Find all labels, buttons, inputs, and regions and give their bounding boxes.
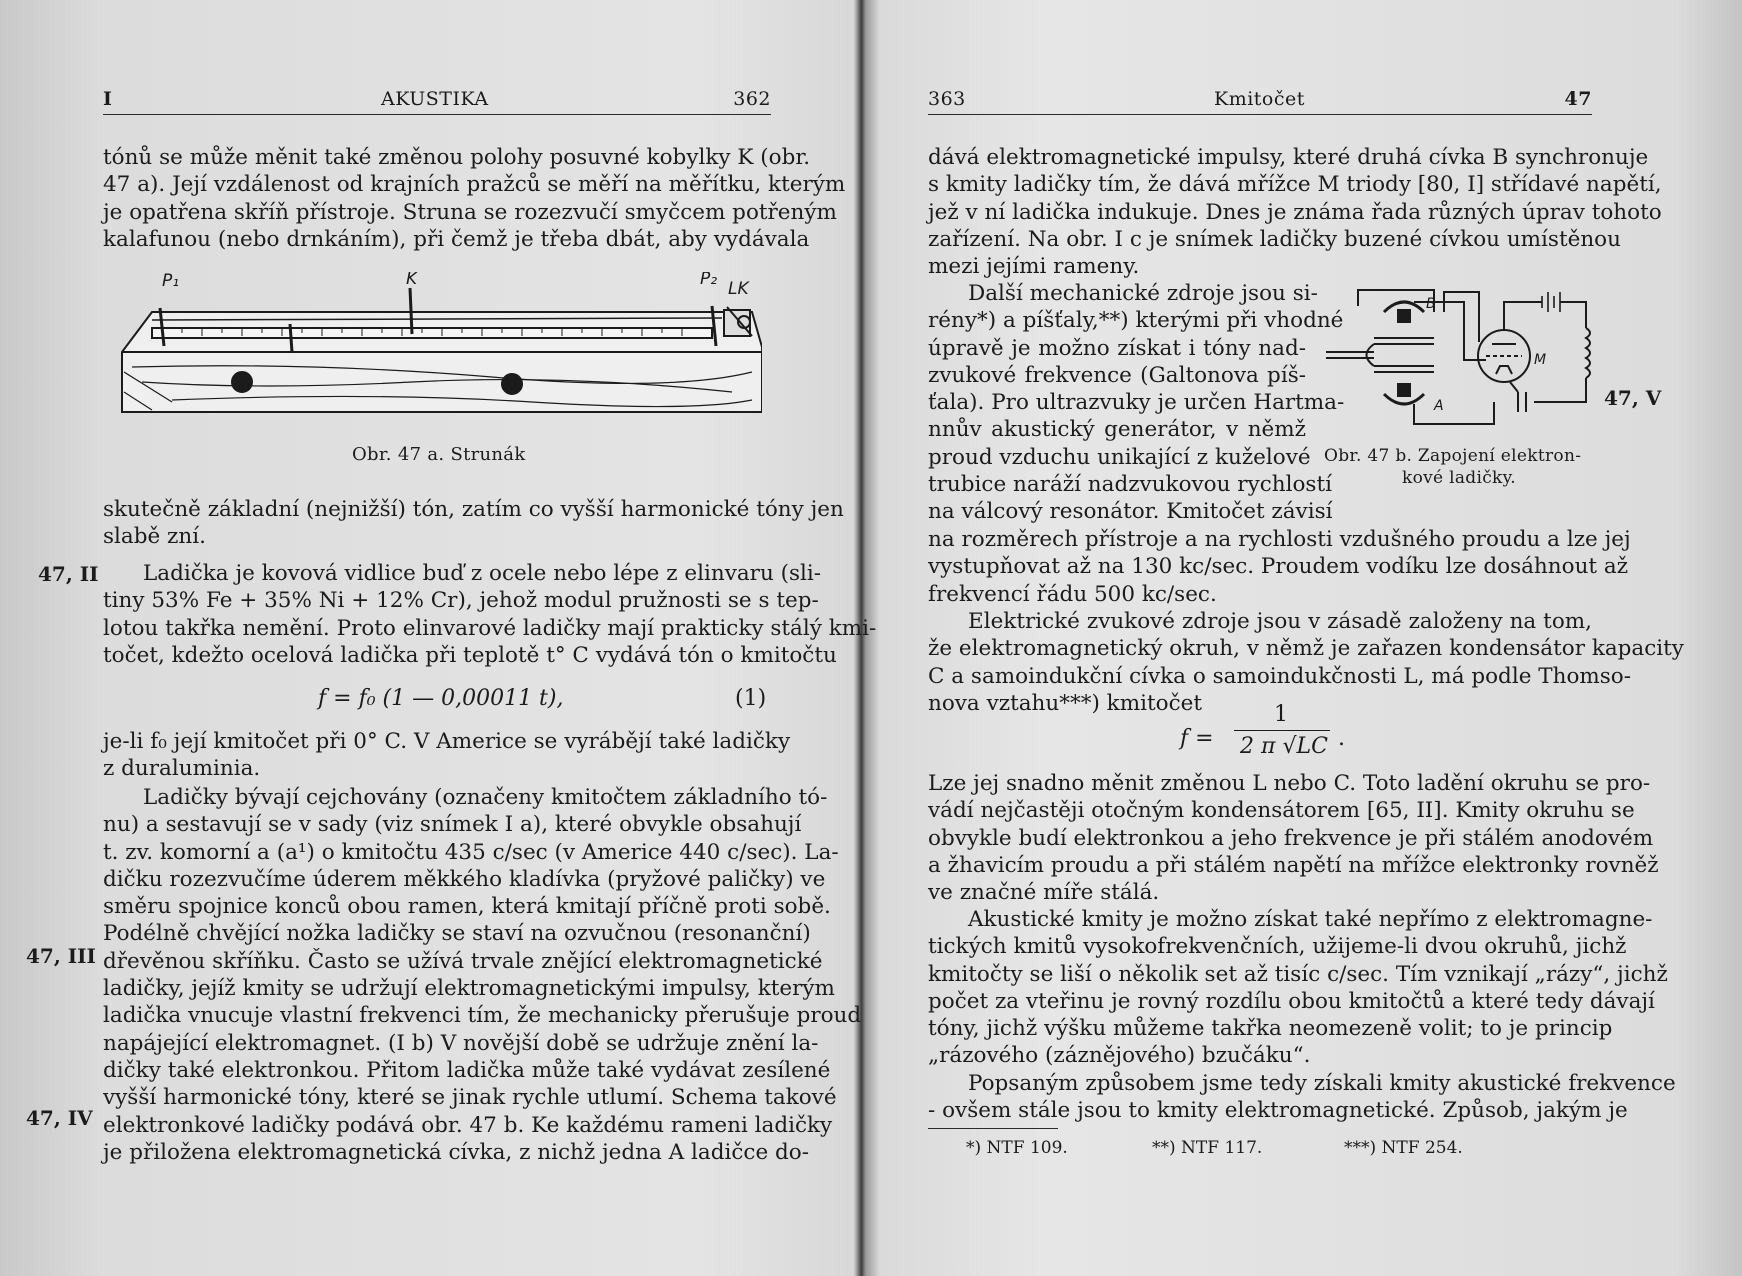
text-line: napájející elektromagnet. (I b) V novější době se udržuje znění la-	[103, 1030, 819, 1056]
monochord-figure	[112, 272, 762, 442]
paragraph	[103, 728, 791, 783]
text-line: nnův akustický generátor, v němž	[928, 417, 1306, 443]
right-page	[862, 0, 1742, 1276]
formula-2-numerator: 1	[1274, 702, 1288, 727]
formula-2-end: .	[1338, 726, 1345, 751]
label-a: A	[1434, 398, 1444, 414]
paragraph	[103, 784, 862, 1166]
text-line: Podélně chvějící nožka ladičky se staví na ozvučnou (resonanční)	[103, 921, 811, 947]
paragraph	[928, 144, 1662, 280]
formula-1: f = f₀ (1 — 0,00011 t),	[318, 686, 564, 711]
formula-2-denominator: 2 π √LC	[1240, 734, 1328, 759]
text-line: Lze jej snadno měnit změnou L nebo C. Toto ladění okruhu se pro-	[928, 771, 1651, 796]
label-k: K	[406, 272, 418, 289]
footnote-rule	[928, 1128, 1058, 1129]
text-line: Popsaným způsobem jsme tedy získali kmity akustické frekvence	[968, 1071, 1676, 1096]
text-line: dřevěnou skříňku. Často se užívá trvale znějící elektromagnetické	[103, 948, 823, 974]
footnote-2: **) NTF 117.	[1152, 1138, 1263, 1158]
text-line: točet, kdežto ocelová ladička při teplotě t° C vydává tón o kmitočtu	[103, 642, 837, 668]
section-number: 47	[1564, 88, 1592, 110]
text-line: nu) a sestavují se v sady (viz snímek I a), které obvykle obsahují	[103, 812, 802, 838]
text-line: že elektromagnetický okruh, v němž je zařazen kondensátor kapacity	[928, 636, 1684, 662]
text-line: elektronkové ladičky podává obr. 47 b. Ke každému rameni ladičky	[103, 1112, 833, 1138]
text-line: tických kmitů vysokofrekvenčních, užijeme-li dvou okruhů, jichž	[928, 934, 1627, 960]
label-p2: P₂	[700, 272, 718, 289]
text-line: Další mechanické zdroje jsou si-	[968, 281, 1318, 306]
figure-caption-47a: Obr. 47 a. Strunák	[352, 444, 526, 465]
text-line: je přiložena elektromagnetická cívka, z nichž jedna A ladičce do-	[103, 1139, 809, 1165]
label-m: M	[1534, 352, 1547, 368]
running-title: AKUSTIKA	[381, 88, 489, 110]
page-number: 362	[733, 88, 771, 110]
figure-caption-47b-cont: kové ladičky.	[1402, 468, 1516, 488]
text-line: ladičky, jejíž kmity se udržují elektromagnetickými impulsy, kterým	[103, 976, 835, 1002]
margin-reference: 47, V	[1604, 386, 1662, 410]
text-line: Ladičky bývají cejchovány (označeny kmitočtem základního tó-	[143, 785, 828, 810]
paragraph	[928, 608, 1684, 717]
text-line: zařízení. Na obr. I c je snímek ladičky buzené cívkou umístěnou	[928, 226, 1621, 252]
text-line: počet za vteřinu je rovný rozdílu obou kmitočtů a které tedy dávají	[928, 988, 1655, 1014]
text-line: směru spojnice konců obou ramen, která kmitají příčně proti sobě.	[103, 894, 831, 920]
text-line: vystupňovat až na 130 kc/sec. Proudem vodíku lze dosáhnout až	[928, 554, 1629, 580]
paragraph	[928, 1070, 1676, 1125]
fraction-bar	[1234, 730, 1330, 731]
figure-caption-47b: Obr. 47 b. Zapojení elektron-	[1324, 446, 1582, 466]
text-line: - ovšem stále jsou to kmity elektromagnetické. Způsob, jakým je	[928, 1098, 1628, 1124]
text-line: ťala). Pro ultrazvuky je určen Hartma-	[928, 390, 1345, 416]
running-header-right	[928, 86, 1592, 115]
text-line: rény*) a píšťaly,**) kterými při vhodné	[928, 308, 1344, 334]
text-line: Elektrické zvukové zdroje jsou v zásadě založeny na tom,	[968, 609, 1592, 634]
formula-1-number: (1)	[735, 686, 767, 711]
text-line: trubice naráží nadzvukovou rychlostí	[928, 472, 1332, 498]
paragraph	[103, 496, 844, 551]
paragraph	[103, 560, 877, 669]
text-line: frekvencí řádu 500 kc/sec.	[928, 581, 1217, 607]
page-number: 363	[928, 88, 966, 110]
text-line: a žhavicím proudu a při stálém napětí na mřížce elektronky rovněž	[928, 852, 1659, 878]
text-line: t. zv. komorní a (a¹) o kmitočtu 435 c/sec (v Americe 440 c/sec). La-	[103, 839, 839, 865]
text-line: kmitočty se liší o několik set až tisíc c/sec. Tím vznikají „rázy“, jichž	[928, 961, 1668, 987]
text-line: zvukové frekvence (Galtonova píš-	[928, 362, 1306, 388]
text-line: tiny 53% Fe + 35% Ni + 12% Cr), jehož modul pružnosti se s tep-	[103, 588, 819, 614]
text-line: obvykle budí elektronkou a jeho frekvence je při stálém anodovém	[928, 825, 1654, 851]
text-line: lotou takřka nemění. Proto elinvarové ladičky mají prakticky stálý kmi-	[103, 615, 877, 641]
paragraph	[928, 906, 1668, 1070]
text-line: slabě zní.	[103, 524, 206, 550]
text-line: kalafunou (nebo drnkáním), při čemž je třeba dbát, aby vydávala	[103, 226, 810, 252]
footnote-1: *) NTF 109.	[966, 1138, 1068, 1158]
text-line: jež v ní ladička indukuje. Dnes je známa řada různých úprav tohoto	[928, 199, 1662, 225]
text-line: dává elektromagnetické impulsy, které druhá cívka B synchronuje	[928, 145, 1649, 170]
margin-reference: 47, III	[26, 944, 96, 968]
formula-2-lhs: f =	[1180, 726, 1214, 751]
running-title: Kmitočet	[1214, 88, 1305, 110]
text-line: ladička vnucuje vlastní frekvenci tím, že mechanicky přerušuje proud	[103, 1003, 862, 1029]
text-line: vádí nejčastěji otočným kondensátorem [65, II]. Kmity okruhu se	[928, 798, 1635, 824]
text-line: úpravě je možno získat i tóny nad-	[928, 335, 1306, 361]
text-line: je-li f₀ její kmitočet při 0° C. V Americe se vyrábějí také ladičky	[103, 729, 791, 754]
running-header-left	[103, 86, 771, 115]
text-line: dičku rozezvučíme úderem měkkého kladívka (pryžové paličky) ve	[103, 866, 826, 892]
text-line: vyšší harmonické tóny, které se jinak rychle utlumí. Schema takové	[103, 1085, 837, 1111]
text-line: skutečně základní (nejnižší) tón, zatím co vyšší harmonické tóny jen	[103, 497, 844, 522]
label-lk: LK	[728, 279, 749, 299]
text-line: nova vztahu***) kmitočet	[928, 690, 1202, 716]
text-line: C a samoindukční cívka o samoindukčnosti L, má podle Thomso-	[928, 663, 1632, 689]
text-line: s kmity ladičky tím, že dává mřížce M triody [80, I] střídavé napětí,	[928, 172, 1662, 198]
text-line: na válcový resonátor. Kmitočet závisí	[928, 499, 1333, 525]
text-line: na rozměrech přístroje a na rychlosti vzdušného proudu a lze jej	[928, 527, 1631, 552]
text-line: ve značné míře stálá.	[928, 880, 1160, 906]
text-line: dičky také elektronkou. Přitom ladička může také vydávat zesílené	[103, 1057, 831, 1083]
tuning-fork-circuit-figure	[1314, 282, 1604, 432]
label-p1: P₁	[162, 272, 180, 291]
text-line: 47 a). Její vzdálenost od krajních pražců se měří na měřítku, kterým	[103, 172, 846, 198]
text-line: mezi jejími rameny.	[928, 254, 1140, 280]
text-line: z duraluminia.	[103, 756, 261, 782]
text-line: tóny, jichž výšku můžeme takřka neomezeně volit; to je princip	[928, 1016, 1613, 1042]
text-line: je opatřena skříň přístroje. Struna se rozezvučí smyčcem potřeným	[103, 199, 837, 225]
text-line: proud vzduchu unikající z kuželové	[928, 444, 1311, 470]
paragraph	[928, 770, 1659, 906]
margin-reference: 47, II	[38, 562, 99, 586]
text-line: „rázového (záznějového) bzučáku“.	[928, 1043, 1311, 1069]
text-line: Ladička je kovová vidlice buď z ocele nebo lépe z elinvaru (sli-	[143, 561, 822, 586]
margin-reference: 47, IV	[26, 1106, 93, 1130]
label-b: B	[1426, 296, 1436, 312]
text-line: tónů se může měnit také změnou polohy posuvné kobylky K (obr.	[103, 145, 811, 170]
paragraph	[103, 144, 846, 253]
text-line: Akustické kmity je možno získat také nepřímo z elektromagne-	[968, 907, 1653, 932]
paragraph	[928, 280, 1345, 526]
paragraph	[928, 526, 1631, 608]
footnote-3: ***) NTF 254.	[1344, 1138, 1463, 1158]
chapter-number: I	[103, 88, 113, 110]
